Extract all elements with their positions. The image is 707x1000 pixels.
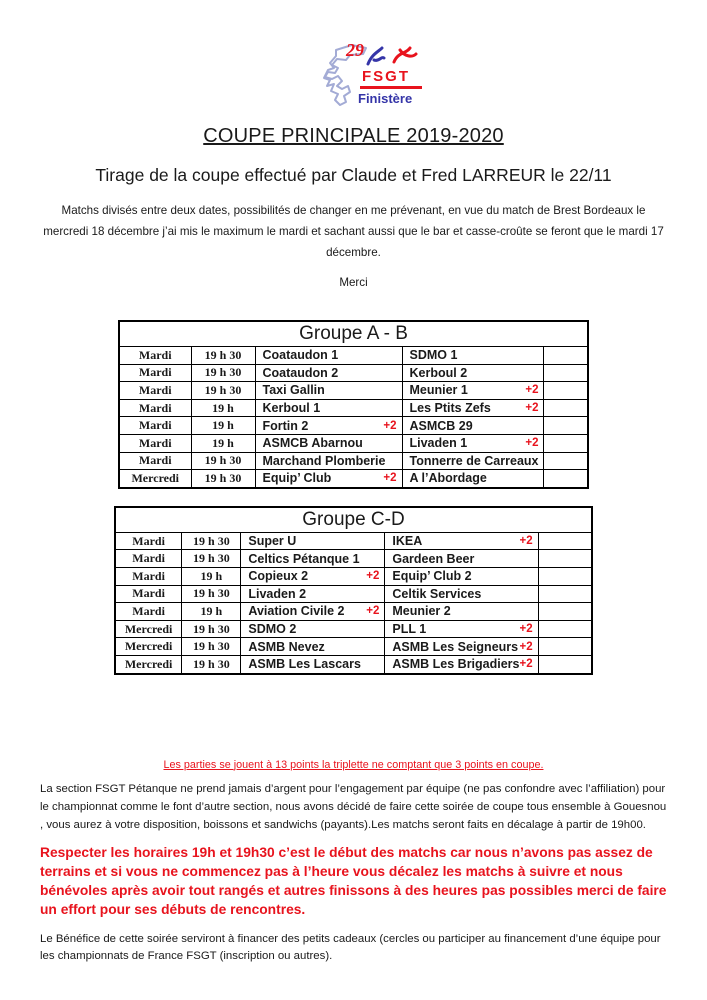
home-team — [241, 587, 384, 601]
away-team-cell — [402, 434, 544, 452]
home-team-cell — [255, 382, 402, 400]
gymnast-figures-icon — [364, 44, 420, 68]
group-header-row — [115, 507, 592, 533]
logo-region-label: Finistère — [358, 91, 413, 106]
home-team-cell — [241, 532, 385, 550]
result-cell — [544, 452, 588, 470]
away-team-name: Kerboul 2 — [409, 365, 468, 380]
away-team — [403, 401, 544, 415]
points-rule-note: Les parties se jouent à 13 points la triplette ne comptant que 3 points en coupe. — [163, 758, 544, 771]
home-team-cell — [255, 364, 402, 382]
match-day: Mercredi — [119, 470, 191, 488]
home-team-name: ASMB Les Lascars — [248, 657, 361, 672]
home-team — [241, 534, 384, 548]
logo-number: 29 — [346, 40, 364, 60]
match-time: 19 h — [182, 567, 241, 585]
match-time: 19 h 30 — [182, 585, 241, 603]
intro-paragraph: Matchs divisés entre deux dates, possibilités de changer en me prévenant, en vue du match de Brest Bordeaux le mercredi 18 décembre j’ai mis le maximum le mardi et sachant aussi que le bar et casse-croûte se feront que le mardi 17 décembre. — [43, 204, 664, 259]
away-team-bonus: +2 — [525, 402, 539, 415]
home-team-bonus: +2 — [383, 419, 397, 432]
match-time: 19 h 30 — [182, 620, 241, 638]
match-row — [115, 567, 592, 585]
away-team-bonus: +2 — [525, 437, 539, 450]
away-team — [385, 604, 537, 618]
away-team-name: SDMO 1 — [409, 348, 458, 363]
result-cell — [538, 532, 592, 550]
away-team-name: IKEA — [392, 534, 423, 549]
page-title: COUPE PRINCIPALE 2019-2020 — [203, 125, 504, 147]
match-time: 19 h 30 — [182, 638, 241, 656]
result-cell — [544, 382, 588, 400]
home-team-bonus: +2 — [366, 570, 380, 583]
match-time: 19 h 30 — [191, 364, 255, 382]
away-team — [385, 640, 537, 654]
match-row — [119, 417, 588, 435]
away-team-cell — [402, 452, 544, 470]
away-team-name: Tonnerre de Carreaux — [409, 453, 539, 468]
home-team-name: Copieux 2 — [248, 569, 309, 584]
logo-rule — [360, 86, 422, 89]
result-cell — [544, 417, 588, 435]
away-team-bonus: +2 — [519, 658, 533, 671]
home-team-cell — [255, 417, 402, 435]
away-team-name: Livaden 1 — [409, 436, 468, 451]
away-team-cell — [402, 364, 544, 382]
home-team-cell — [241, 638, 385, 656]
away-team-bonus: +2 — [519, 623, 533, 636]
match-day: Mercredi — [115, 655, 182, 673]
benefit-info-paragraph: Le Bénéfice de cette soirée serviront à financer des petits cadeaux (cercles ou participer au financement d’une équipe pour les championnats de France FSGT (inscription ou autres). — [40, 932, 661, 962]
home-team-name: Kerboul 1 — [262, 401, 321, 416]
match-day: Mardi — [119, 452, 191, 470]
away-team — [385, 552, 537, 566]
home-team — [256, 401, 402, 415]
home-team-name: Fortin 2 — [262, 418, 309, 433]
match-row — [115, 603, 592, 621]
result-cell — [538, 638, 592, 656]
group-header-row — [119, 321, 588, 347]
away-team-cell — [402, 347, 544, 365]
result-cell — [538, 655, 592, 673]
away-team-name: Equip’ Club 2 — [392, 569, 472, 584]
result-cell — [544, 470, 588, 488]
result-cell — [538, 603, 592, 621]
match-time: 19 h 30 — [182, 532, 241, 550]
match-day: Mardi — [115, 532, 182, 550]
home-team-name: Coataudon 2 — [262, 365, 339, 380]
match-time: 19 h 30 — [182, 550, 241, 568]
away-team-cell — [385, 585, 538, 603]
match-row — [115, 532, 592, 550]
match-day: Mardi — [115, 567, 182, 585]
match-row — [115, 550, 592, 568]
thanks-text: Merci — [339, 276, 368, 289]
schedule-warning-paragraph: Respecter les horaires 19h et 19h30 c’est le début des matchs car nous n’avons pas assez de terrains et si vous ne commencez pas à l’heure vous décalez les matchs à suivre et nous bénévoles après avoir tout rangés et autres finissons à des heures pas possibles merci de faire un effort pour ses débuts de rencontres. — [40, 844, 667, 917]
away-team-cell — [402, 417, 544, 435]
match-row — [119, 452, 588, 470]
away-team — [403, 436, 544, 450]
match-day: Mercredi — [115, 620, 182, 638]
home-team — [256, 471, 402, 485]
home-team-bonus: +2 — [366, 605, 380, 618]
away-team — [403, 348, 544, 362]
match-row — [115, 638, 592, 656]
home-team — [241, 604, 384, 618]
home-team-cell — [255, 470, 402, 488]
match-time: 19 h 30 — [182, 655, 241, 673]
match-time: 19 h — [191, 434, 255, 452]
logo-org-label: FSGT — [362, 68, 410, 85]
away-team — [385, 587, 537, 601]
away-team-cell — [402, 470, 544, 488]
home-team — [241, 569, 384, 583]
away-team-name: Celtik Services — [392, 586, 482, 601]
match-day: Mardi — [115, 603, 182, 621]
match-row — [119, 347, 588, 365]
match-time: 19 h 30 — [191, 347, 255, 365]
home-team-name: Livaden 2 — [248, 586, 307, 601]
away-team-cell — [385, 532, 538, 550]
home-team — [256, 348, 402, 362]
match-day: Mardi — [119, 417, 191, 435]
home-team-name: Super U — [248, 534, 297, 549]
home-team — [256, 454, 402, 468]
home-team — [241, 622, 384, 636]
away-team — [403, 471, 544, 485]
match-row — [115, 585, 592, 603]
home-team-name: Taxi Gallin — [262, 383, 325, 398]
result-cell — [544, 347, 588, 365]
result-cell — [544, 364, 588, 382]
home-team-cell — [255, 399, 402, 417]
home-team — [241, 657, 384, 671]
home-team-name: Marchand Plomberie — [262, 453, 386, 468]
home-team — [256, 436, 402, 450]
match-row — [115, 655, 592, 673]
away-team-name: Meunier 2 — [392, 604, 451, 619]
match-row — [119, 434, 588, 452]
home-team-name: Aviation Civile 2 — [248, 604, 345, 619]
away-team-bonus: +2 — [519, 640, 533, 653]
home-team-name: Celtics Pétanque 1 — [248, 551, 360, 566]
home-team-name: ASMCB Abarnou — [262, 436, 363, 451]
home-team — [241, 552, 384, 566]
home-team-cell — [241, 655, 385, 673]
home-team-name: Equip’ Club — [262, 471, 332, 486]
group-title: Groupe A - B — [119, 321, 588, 347]
away-team — [385, 622, 537, 636]
match-row — [119, 364, 588, 382]
home-team-cell — [255, 434, 402, 452]
away-team-cell — [385, 620, 538, 638]
away-team-cell — [385, 603, 538, 621]
match-day: Mardi — [119, 399, 191, 417]
away-team — [403, 366, 544, 380]
away-team — [403, 383, 544, 397]
away-team-name: ASMB Les Seigneurs — [392, 639, 519, 654]
away-team — [403, 454, 544, 468]
match-day: Mardi — [119, 434, 191, 452]
home-team — [256, 419, 402, 433]
away-team-cell — [402, 399, 544, 417]
away-team-cell — [385, 638, 538, 656]
home-team-cell — [241, 603, 385, 621]
match-day: Mardi — [119, 382, 191, 400]
match-day: Mardi — [115, 585, 182, 603]
match-time: 19 h 30 — [191, 452, 255, 470]
away-team-name: Les Ptits Zefs — [409, 401, 491, 416]
match-row — [115, 620, 592, 638]
home-team-name: SDMO 2 — [248, 622, 297, 637]
away-team — [403, 419, 544, 433]
away-team-cell — [385, 567, 538, 585]
away-team-name: PLL 1 — [392, 622, 427, 637]
section-info-paragraph: La section FSGT Pétanque ne prend jamais d’argent pour l’engagement par équipe (ne pas confondre avec l’affiliation) pour le championnat comme le font d’autre section, nous avons décidé de faire cette soirée de coupe tous ensemble à Gouesnou , vous aurez à votre disposition, boissons et sandwichs (payants).Les matchs seront faits en décalage à partir de 19h00. — [40, 782, 667, 831]
match-row — [119, 470, 588, 488]
home-team-cell — [241, 585, 385, 603]
home-team-cell — [255, 347, 402, 365]
away-team-bonus: +2 — [519, 535, 533, 548]
result-cell — [538, 620, 592, 638]
group-table — [114, 506, 593, 675]
match-row — [119, 382, 588, 400]
home-team-bonus: +2 — [383, 472, 397, 485]
away-team-cell — [385, 655, 538, 673]
match-day: Mardi — [119, 364, 191, 382]
home-team — [241, 640, 384, 654]
home-team-cell — [241, 567, 385, 585]
away-team-name: Meunier 1 — [409, 383, 468, 398]
away-team — [385, 534, 537, 548]
result-cell — [544, 434, 588, 452]
away-team-bonus: +2 — [525, 384, 539, 397]
result-cell — [538, 585, 592, 603]
home-team — [256, 366, 402, 380]
home-team-cell — [241, 550, 385, 568]
home-team-cell — [241, 620, 385, 638]
away-team-name: Gardeen Beer — [392, 551, 475, 566]
match-row — [119, 399, 588, 417]
group-table — [118, 320, 589, 489]
match-time: 19 h 30 — [191, 382, 255, 400]
match-day: Mercredi — [115, 638, 182, 656]
result-cell — [538, 567, 592, 585]
page-subtitle: Tirage de la coupe effectué par Claude et Fred LARREUR le 22/11 — [95, 165, 612, 185]
home-team-name: ASMB Nevez — [248, 639, 325, 654]
home-team-cell — [255, 452, 402, 470]
match-time: 19 h — [191, 399, 255, 417]
group-title: Groupe C-D — [115, 507, 592, 533]
home-team — [256, 383, 402, 397]
result-cell — [544, 399, 588, 417]
result-cell — [538, 550, 592, 568]
away-team-cell — [385, 550, 538, 568]
match-time: 19 h — [191, 417, 255, 435]
away-team-name: ASMB Les Brigadiers — [392, 657, 520, 672]
match-day: Mardi — [119, 347, 191, 365]
tables-host — [0, 320, 707, 675]
home-team-name: Coataudon 1 — [262, 348, 339, 363]
match-day: Mardi — [115, 550, 182, 568]
away-team — [385, 569, 537, 583]
match-time: 19 h 30 — [191, 470, 255, 488]
away-team — [385, 657, 537, 671]
away-team-cell — [402, 382, 544, 400]
match-time: 19 h — [182, 603, 241, 621]
away-team-name: ASMCB 29 — [409, 418, 473, 433]
fsgt-logo — [322, 42, 422, 110]
away-team-name: A l’Abordage — [409, 471, 487, 486]
